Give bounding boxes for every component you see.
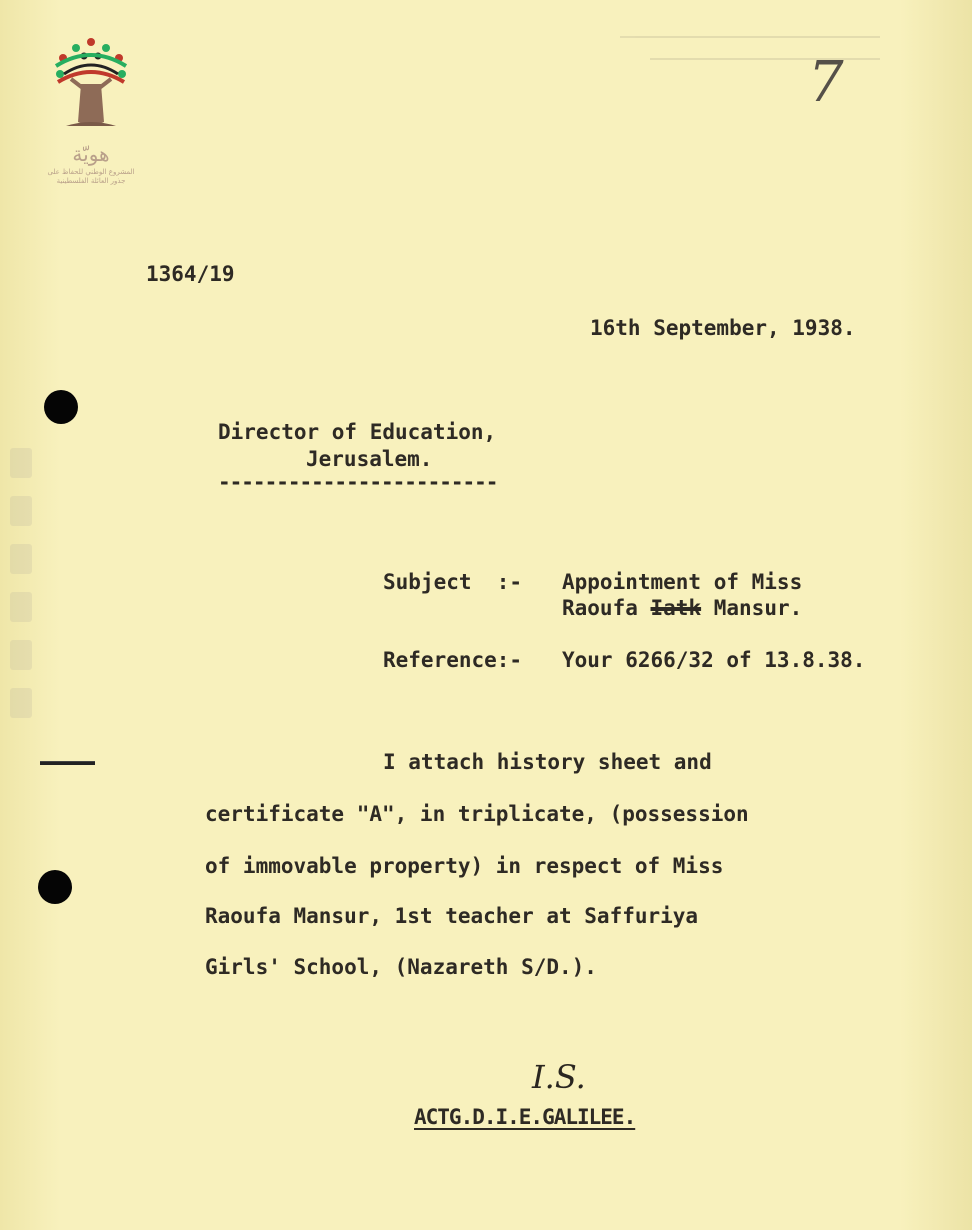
logo-wordmark: هويّة: [72, 142, 110, 166]
body-line-2: certificate "A", in triplicate, (possession: [205, 802, 749, 826]
punch-hole-bottom: [38, 870, 72, 904]
body-line-5: Girls' School, (Nazareth S/D.).: [205, 955, 597, 979]
letter-date: 16th September, 1938.: [590, 316, 856, 340]
logo-tagline-2: جذور العائلة الفلسطينية: [56, 177, 126, 185]
addressee-line-1: Director of Education,: [218, 420, 497, 444]
reference-text: Your 6266/32 of 13.8.38.: [562, 648, 866, 672]
signatory-title: ACTG.D.I.E.GALILEE.: [414, 1105, 636, 1129]
struck-out-text: Iatk: [650, 596, 702, 620]
subject-first-name: Raoufa: [562, 596, 638, 620]
subject-line-2: [562, 596, 802, 620]
body-line-3: of immovable property) in respect of Miss: [205, 854, 724, 878]
subject-line-1: Appointment of Miss: [562, 570, 803, 594]
subject-surname: Mansur.: [713, 596, 803, 620]
subject-label: Subject :-: [383, 570, 523, 594]
bleed-through-marks: [620, 36, 910, 106]
punch-hole-top: [44, 390, 78, 424]
signature-initials: I.S.: [532, 1058, 586, 1096]
page-number: 7: [808, 50, 844, 115]
body-line-4: Raoufa Mansur, 1st teacher at Saffuriya: [205, 904, 699, 928]
organization-logo: [36, 34, 146, 194]
family-tree-logo-icon: [36, 34, 146, 134]
addressee-line-2: Jerusalem.: [306, 447, 433, 471]
margin-bleed-marks: [0, 430, 42, 930]
logo-tagline-1: المشروع الوطني للحفاظ على: [47, 168, 135, 176]
file-number: 1364/19: [146, 262, 235, 286]
margin-mark: [40, 761, 95, 765]
addressee-rule: ------------------------: [218, 470, 498, 494]
body-line-1: I attach history sheet and: [383, 750, 712, 774]
reference-label: Reference:-: [383, 648, 523, 672]
